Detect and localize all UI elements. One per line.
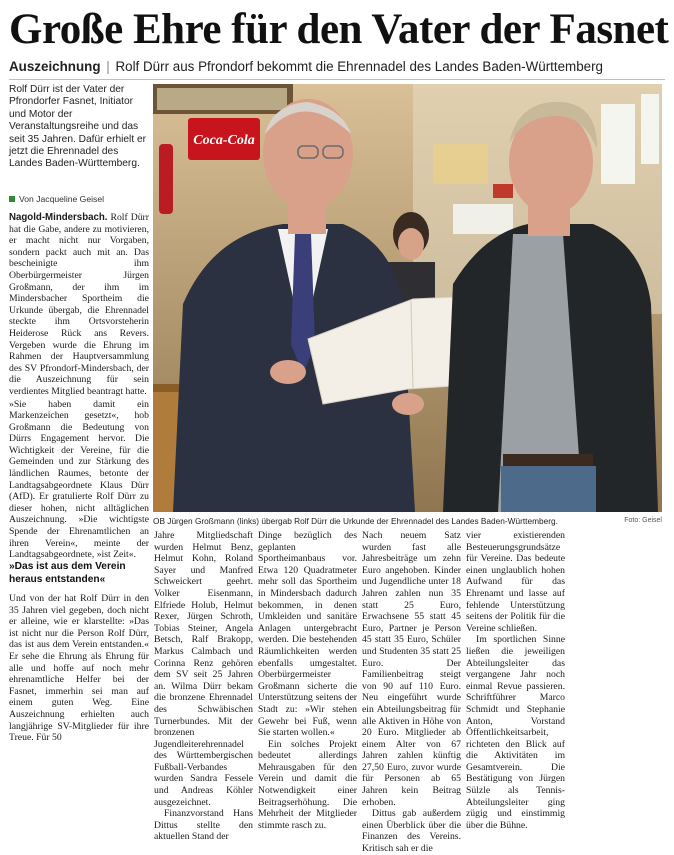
column-3 bbox=[258, 530, 357, 831]
paragraph-3: Und von der hat Rolf Dürr in den 35 Jahren viel gegeben, doch nicht er alleine, wie er klarstellte: »Das ist nicht nur die Person Rolf Dürr, das ist aus dem Verein entstanden.« Er sehe die Ehrung als Ehrung für alle und hoffe auf noch mehr ehrenamtliche Helfer bei der Fasnet, immerhin sei man auf einem guten Weg. Eine Auszeichnung erhielten auch langjährige SV-Mitglieder für ihre Treue. Für 50 bbox=[9, 593, 149, 744]
column-5-paragraph-1: vier existierenden Besteuerungsgrundsätze für Vereine. Das bedeute einen unglaublich hohen Aufwand für das Ehrenamt und lasse auf fehlende Unterstützung seitens der Politik für die Vereine schließen. bbox=[466, 530, 565, 634]
intro-paragraph bbox=[9, 212, 149, 398]
top-rule bbox=[9, 79, 665, 80]
bottle bbox=[159, 144, 173, 214]
subheadline: Rolf Dürr aus Pfrondorf bekommt die Ehrennadel des Landes Baden-Württemberg bbox=[115, 59, 603, 74]
coca-cola-sign-icon bbox=[188, 118, 260, 160]
photo-illustration bbox=[153, 84, 662, 512]
column-5 bbox=[466, 530, 565, 831]
headline: Große Ehre für den Vater der Fasnet bbox=[9, 6, 669, 53]
column-4-paragraph-2: Dittus gab außerdem einen Überblick über die Finanzen des Vereins. Kritisch sah er die bbox=[362, 808, 461, 855]
photo-caption-line bbox=[153, 516, 662, 526]
wall-note bbox=[601, 104, 635, 184]
column-4-paragraph-1: Nach neuem Satz wurden fast alle Jahresbeiträge um zehn Euro angehoben. Kinder und Jugendliche unter 18 Jahren zahlen nun 35 statt 25 Euro, Erwachsene 55 statt 45 Euro, Partner je Person 45 statt 35 Euro, Schüler und Studenten 35 statt 25 Euro. Der Familienbeitrag steigt von 90 auf 110 Euro. Neu eingeführt wurde ein Abteilungsbeitrag für alle Aktiven in Höhe von 20 Euro. Mitglieder ab einem Alter von 67 Jahren zahlen künftig 27,50 Euro, zuvor wurde für Personen ab 65 Jahren kein Beitrag erhoben. bbox=[362, 530, 461, 808]
photo-caption: OB Jürgen Großmann (links) übergab Rolf Dürr die Urkunde der Ehrennadel des Landes Baden-Württemberg. bbox=[153, 516, 558, 526]
kicker-separator: | bbox=[106, 59, 110, 74]
subheadline-line bbox=[9, 58, 669, 75]
column-2-paragraph-2: Finanzvorstand Hans Dittus stellte den aktuellen Stand der bbox=[154, 808, 253, 843]
column-2-paragraph-1: Jahre Mitgliedschaft wurden Helmut Benz, Helmut Kohn, Roland Sayer und Manfred Schweickert geehrt. Volker Eisenmann, Elfriede Holub, Helmut Rexer, Jürgen Schroth, Tobias Steiner, Angela Betsch, Ralf Brakopp, Markus Calmbach und Corinna Renz gehören dem SV seit 25 Jahren an. Wilma Dürr bekam die bronzene Ehrennadel des Schwäbischen Turnerbundes. Mit der bronzenen Jugendleiterehrennadel des Württembergischen Fußball-Verbandes wurden Sandra Fessele und Andreas Köhler ausgezeichnet. bbox=[154, 530, 253, 808]
column-3-paragraph-2: Ein solches Projekt bedeutet allerdings Mehrausgaben für den Verein und damit die Notwendigkeit einer Beitragserhöhung. Die Mehrheit der Mitglieder stimmte rasch zu. bbox=[258, 738, 357, 831]
teaser: Rolf Dürr ist der Vater der Pfrondorfer Fasnet, Initiator und Motor der Veranstaltungsreihe und das seit 35 Jahren. Dafür erhielt er jetzt die Ehrennadel des Landes Baden-Württemberg. bbox=[9, 84, 147, 170]
column-3-paragraph-1: Dinge bezüglich des geplanten Sportheimanbaus vor. Etwa 120 Quadratmeter mehr soll das Sportheim in Mindersbach dadurch bekommen, in denen Umkleiden und sanitäre Anlagen untergebracht werden. Die bestehenden Räumlichkeiten werden ebenfalls umgestaltet. Oberbürgermeister Großmann sicherte die Unterstützung seitens der Stadt zu: »Wir stehen Gewehr bei Fuß, wenn Sie starten wollen.« bbox=[258, 530, 357, 739]
column-4 bbox=[362, 530, 461, 855]
pullquote: »Das ist aus dem Verein heraus entstanden« bbox=[9, 561, 126, 585]
coca-cola-sign-text: Coca-Cola bbox=[193, 133, 255, 148]
intro-text: Rolf Dürr hat die Gabe, andere zu motivieren, er macht nicht nur Vorgaben, sondern packt auch mit an. Das bescheinigte ihm Oberbürgermeister Jürgen Großmann, der ihm im Mindersbacher Sportheim die Urkunde übergab, die Ehrennadel steckte ihm Ortsvorsteherin Heiderose Rück ans Revers. Vergeben wurde die Ehrung im Rahmen der Hauptversammlung des SV Pfrondorf-Mindersbach, der die Auszeichnung für sein verdientes Mitglied beantragt hatte. bbox=[9, 212, 149, 397]
author-marker-icon bbox=[9, 196, 15, 202]
column-5-paragraph-2: Im sportlichen Sinne ließen die jeweiligen Abteilungsleiter das vergangene Jahr noch einmal Revue passieren. Schriftführer Marco Schmidt und Stephanie Anton, Vorstand Öffentlichkeitsarbeit, richteten den Blick auf die Aktivitäten im Gesamtverein. Die Bestätigung von Jürgen Sülzle als Tennis-Abteilungsleiter ging zügig und einstimmig über die Bühne. bbox=[466, 634, 565, 831]
author: Von Jacqueline Geisel bbox=[19, 194, 105, 204]
article-photo bbox=[153, 84, 662, 512]
author-line bbox=[9, 194, 149, 204]
kicker: Auszeichnung bbox=[9, 59, 101, 74]
column-2 bbox=[154, 530, 253, 843]
photo-credit: Foto: Geisel bbox=[624, 517, 662, 524]
paragraph-2: »Sie haben damit ein Markenzeichen gesetzt«, hob Großmann die Bedeutung von Dürrs Engagement hervor. Die Wichtigkeit der Vereine, für die Gemeinden und zur Stärkung des ländlichen Raumes, betonte der Landtagsabgeordnete Klaus Dürr (AfD). Er gratulierte Rolf Dürr zu dieser hohen, nicht alltäglichen Auszeichnung. »Die wichtigste Spende der Ehrenamtlichen an ihren Verein«, meinte der Landtagsabgeordnete, »ist Zeit«. bbox=[9, 398, 149, 561]
column-1-top bbox=[9, 212, 149, 561]
dateline: Nagold-Mindersbach. bbox=[9, 212, 108, 223]
column-1-bottom bbox=[9, 593, 149, 744]
